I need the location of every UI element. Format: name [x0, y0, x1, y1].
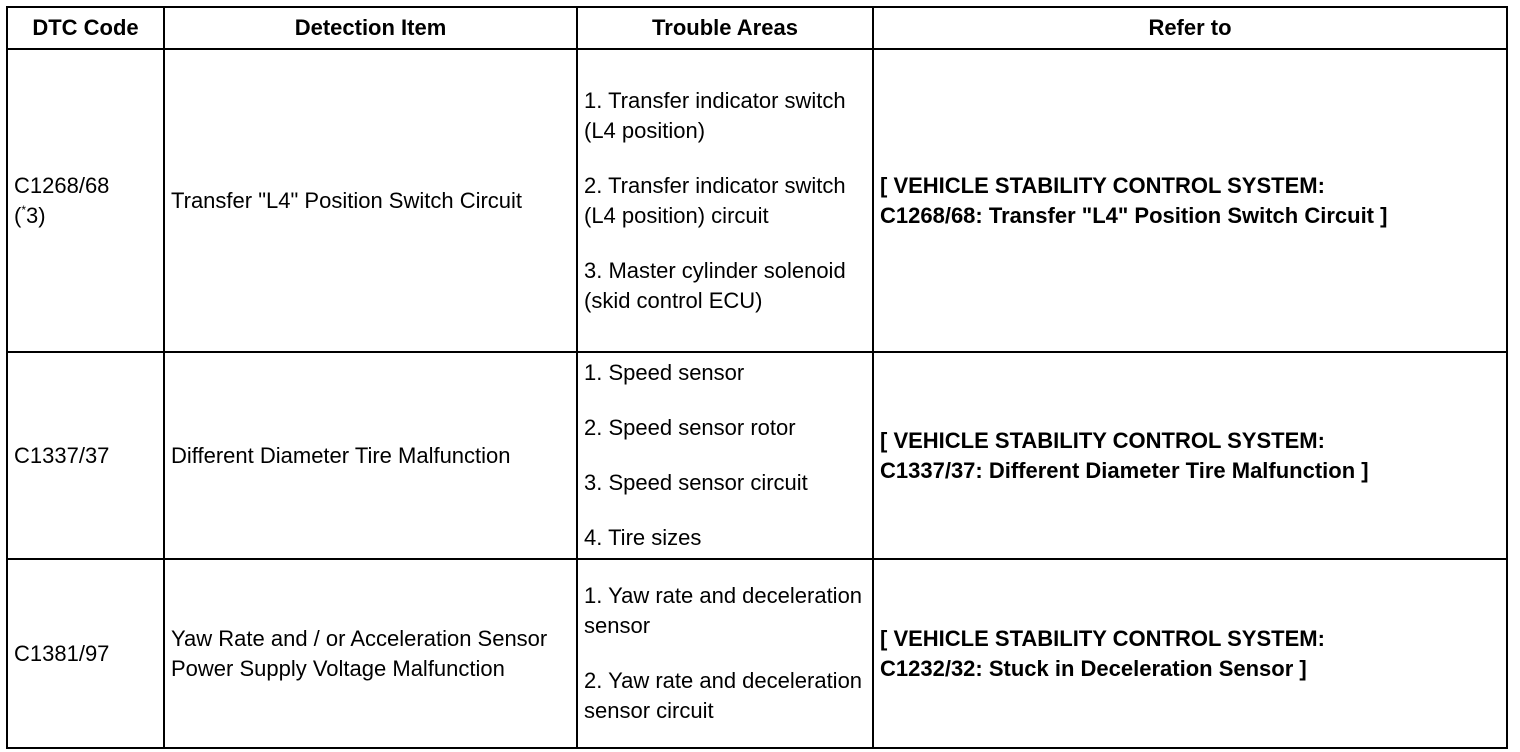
trouble-areas-cell: [577, 352, 873, 559]
refer-line: [ VEHICLE STABILITY CONTROL SYSTEM:: [880, 427, 1325, 453]
refer-to-cell: [873, 352, 1507, 559]
trouble-area-item: 3. Speed sensor circuit: [584, 470, 808, 495]
trouble-area-item: 2. Yaw rate and deceleration sensor circuit: [584, 668, 863, 723]
dtc-code: C1337/37: [7, 352, 164, 559]
trouble-area-item: 3. Master cylinder solenoid (skid control ECU): [584, 257, 846, 313]
trouble-area-item: 2. Speed sensor rotor: [584, 415, 796, 440]
trouble-area-item: 2. Transfer indicator switch (L4 position) circuit: [584, 172, 846, 228]
refer-line: [ VEHICLE STABILITY CONTROL SYSTEM:: [880, 625, 1325, 651]
refer-line: C1337/37: Different Diameter Tire Malfunction ]: [880, 457, 1369, 483]
table-row: [7, 352, 1507, 559]
trouble-area-item: 4. Tire sizes: [584, 525, 702, 550]
asterisk-mark: *: [21, 202, 26, 217]
dtc-note: (*3): [14, 202, 46, 228]
dtc-code: C1268/68: [14, 172, 110, 198]
header-refer-to: Refer to: [873, 7, 1507, 49]
trouble-area-item: 1. Transfer indicator switch (L4 position): [584, 87, 846, 143]
refer-line: C1232/32: Stuck in Deceleration Sensor ]: [880, 655, 1307, 681]
trouble-areas-cell: [577, 559, 873, 748]
table-header: [7, 7, 1507, 49]
trouble-area-item: 1. Yaw rate and deceleration sensor: [584, 583, 863, 638]
refer-line: C1268/68: Transfer "L4" Position Switch Circuit ]: [880, 202, 1388, 228]
header-trouble-areas: Trouble Areas: [577, 7, 873, 49]
header-dtc-code: DTC Code: [7, 7, 164, 49]
detection-item: Yaw Rate and / or Acceleration Sensor Power Supply Voltage Malfunction: [164, 559, 577, 748]
dtc-table: [6, 6, 1508, 749]
header-row: [7, 7, 1507, 49]
refer-line: [ VEHICLE STABILITY CONTROL SYSTEM:: [880, 172, 1325, 198]
dtc-code: C1381/97: [7, 559, 164, 748]
refer-to-cell: [873, 559, 1507, 748]
trouble-areas-cell: [577, 49, 873, 352]
table-row: [7, 49, 1507, 352]
trouble-area-item: 1. Speed sensor: [584, 360, 745, 385]
table-row: [7, 559, 1507, 748]
refer-to-cell: [873, 49, 1507, 352]
detection-item: Different Diameter Tire Malfunction: [164, 352, 577, 559]
dtc-code-cell: [7, 49, 164, 352]
header-detection-item: Detection Item: [164, 7, 577, 49]
detection-item: Transfer "L4" Position Switch Circuit: [164, 49, 577, 352]
